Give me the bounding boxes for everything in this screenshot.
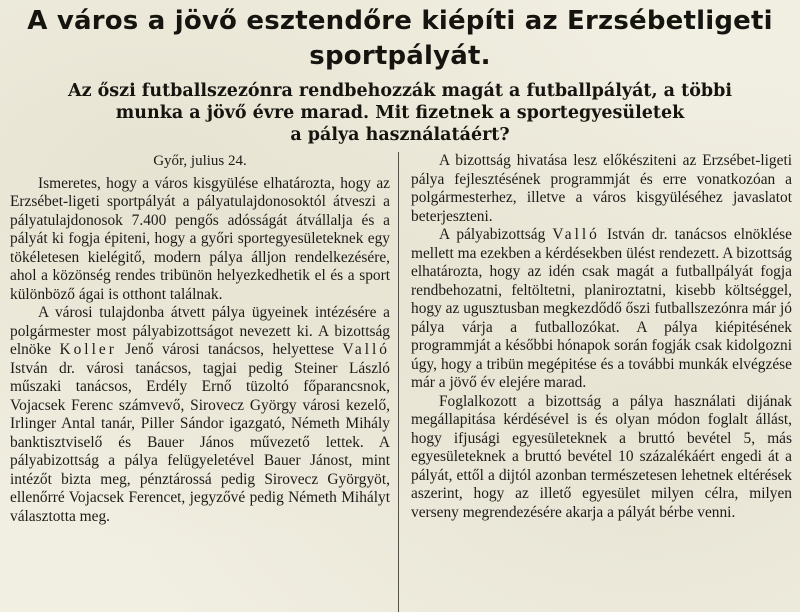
right-paragraph-2	[411, 226, 792, 393]
right-paragraph-2-part-b: István dr. tanácsos elnöklése mellett ma ezekben a kérdésekben ülést rendezett. A bizottság elhatározta, hogy az idén csak magát a futballpályát fogja rendbehozatni, feltöltetni, planiroztatni, kisebb költséggel, hogy az ugusztusban megkezdődő őszi futballszezónra már jó pálya várja a futballozókat. A pálya kiépitésének programmját a későbbi hónapok során fogják csak kidolgozni úgy, hogy a tribün megépitése és a további munkák elvégzése már a jövő év elejére marad.	[411, 226, 792, 391]
headline-line-1: A város a jövő esztendőre kiépíti az Erzsébetligeti	[27, 6, 773, 36]
article-body	[10, 152, 794, 612]
left-paragraph-1: Ismeretes, hogy a város kisgyülése elhatározta, hogy az Erzsébet-ligeti sportpályát a pályatulajdonosoktól átveszi a pályatulajdonosok 7.400 pengős adósságát átvállalja és a pályát ki fogja épiteni, hogy a győri sportegyesületeknek egy tökéletesen kielégitő, modern pálya álljon rendelkezésére, ahol a közönség rendes tribünön helyezkedhetik el és a sport különböző ágai is otthont találnak.	[10, 174, 390, 303]
right-column	[398, 152, 792, 612]
headline	[8, 4, 792, 74]
dateline: Győr, julius 24.	[153, 153, 247, 169]
name-koller: Koller	[59, 341, 117, 358]
right-paragraph-1: A bizottság hivatása lesz előkésziteni az Erzsébet-ligeti pálya fejlesztésének programmját és erre vonatkozóan a polgármesterhez, illetve a város kisgyüléséhez javaslatot beterjeszteni.	[411, 152, 792, 225]
left-paragraph-2-part-b: Jenő városi tanácsos, helyettese	[125, 341, 335, 358]
subheadline	[8, 80, 792, 146]
subheadline-line-1: Az őszi futballszezónra rendbehozzák magát a futballpályát, a többi	[68, 81, 732, 101]
left-paragraph-2	[10, 304, 390, 526]
name-vallo: Valló	[342, 341, 390, 358]
left-column	[10, 152, 398, 612]
subheadline-line-3: a pálya használatáért?	[290, 125, 510, 145]
right-paragraph-3: Foglalkozott a bizottság a pálya használati dijának megállapitása kérdésével is és olyan módon foglalt állást, hogy ifjusági egyesületeknek a bruttó bevétel 5, más egyesületeknek a bruttó bevétel 10 százalékáért engedi át a pályát, ettől a dijtól azonban természetesen lehetnek eltérések aszerint, hogy az illető egyesület milyen célra, milyen verseny megrendezésére akarja a pályát bérbe venni.	[411, 392, 792, 521]
subheadline-line-2: munka a jövő évre marad. Mit fizetnek a sportegyesületek	[115, 103, 685, 123]
headline-line-2: sportpályát.	[309, 41, 491, 71]
name-vallo-right: Valló	[552, 226, 600, 243]
right-paragraph-2-part-a: A pályabizottság	[439, 226, 546, 243]
left-paragraph-2-part-a: A városi tulajdonba átvett pálya ügyeinek intézésére a polgármester most pályabizottságot nevezett ki. A bizottság elnöke	[10, 304, 390, 358]
left-paragraph-2-part-c: István dr. városi tanácsos, tagjai pedig Steiner László műszaki tanácsos, Erdély Ernő tüzoltó főparancsnok, Vojacsek Ferenc számvevő, Sirovecz György városi kezelő, Irlinger Antal tanár, Piller Sándor igazgató, Németh Mihály banktisztviselő és Bauer János művezető lettek. A pályabizottság a pálya felügyeletével Bauer Jánost, mint intézőt bizta meg, pénztárossá pedig Sirovecz Györgyöt, ellenőrré Vojacsek Ferencet, jegyzővé pedig Németh Mihályt választotta meg.	[10, 359, 390, 525]
